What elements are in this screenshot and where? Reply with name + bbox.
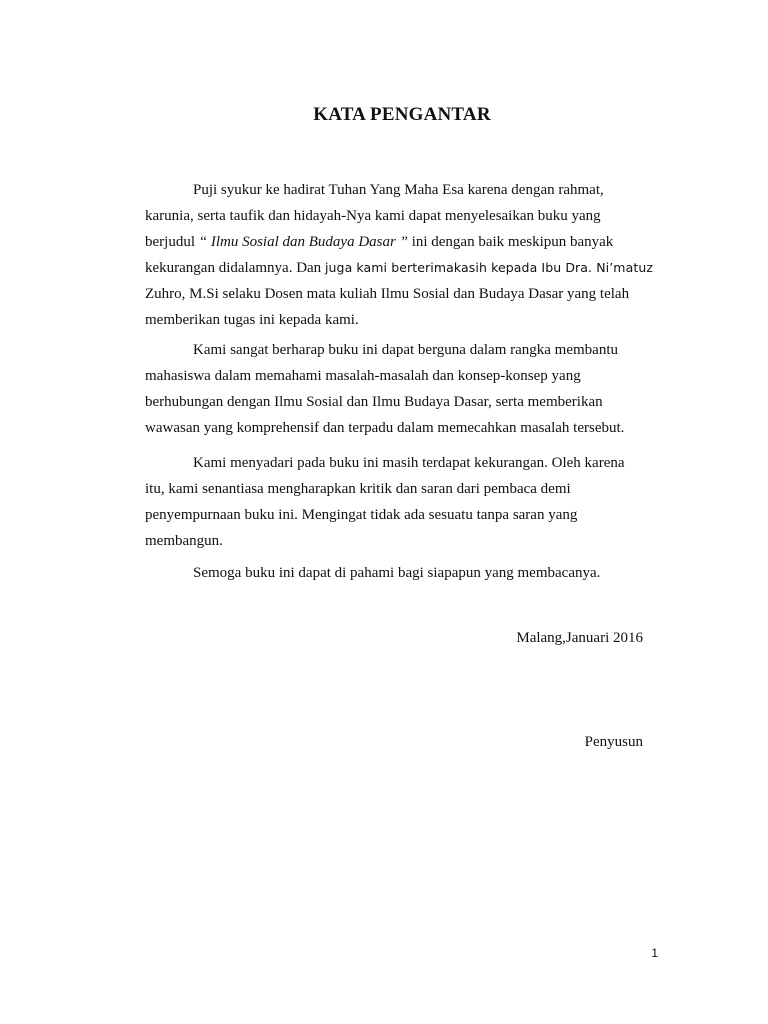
line-segment: berjudul — [145, 234, 199, 250]
paragraph-4 — [145, 560, 645, 586]
paragraph-line: mahasiswa dalam memahami masalah-masalah dan konsep-konsep yang — [145, 368, 581, 384]
sans-serif-run: juga kami berterimakasih kepada Ibu Dra. Ni’matuz — [324, 260, 654, 275]
paragraph-line: berhubungan dengan Ilmu Sosial dan Ilmu Budaya Dasar, serta memberikan — [145, 394, 603, 410]
paragraph-line: itu, kami senantiasa mengharapkan kritik dan saran dari pembaca demi — [145, 481, 571, 497]
book-title-italic: “ Ilmu Sosial dan Budaya Dasar ” — [198, 234, 408, 250]
line-segment: kekurangan didalamnya. Dan — [145, 260, 325, 276]
paragraph-line: Zuhro, M.Si selaku Dosen mata kuliah Ilmu Sosial dan Budaya Dasar yang telah — [145, 286, 630, 302]
paragraph-3 — [145, 450, 645, 554]
paragraph-line: Kami menyadari pada buku ini masih terdapat kekurangan. Oleh karena — [193, 455, 625, 471]
paragraph-line-with-book-title — [145, 229, 645, 255]
paragraph-line-mixed-font — [145, 255, 654, 281]
paragraph-line: Semoga buku ini dapat di pahami bagi siapapun yang membacanya. — [193, 565, 601, 581]
paragraph-line: karunia, serta taufik dan hidayah-Nya kami dapat menyelesaikan buku yang — [145, 208, 601, 224]
page-title: KATA PENGANTAR — [313, 104, 491, 125]
place-date: Malang,Januari 2016 — [516, 630, 643, 646]
paragraph-line: membangun. — [145, 533, 223, 549]
paragraph-line: Kami sangat berharap buku ini dapat berguna dalam rangka membantu — [193, 342, 618, 358]
paragraph-line: penyempurnaan buku ini. Mengingat tidak ada sesuatu tanpa saran yang — [145, 507, 578, 523]
line-segment: ini dengan baik meskipun banyak — [407, 234, 614, 250]
signer-name: Penyusun — [584, 734, 643, 750]
paragraph-line: Puji syukur ke hadirat Tuhan Yang Maha Esa karena dengan rahmat, — [193, 182, 604, 198]
paragraph-2 — [145, 337, 645, 441]
paragraph-1 — [145, 177, 654, 333]
page-number: 1 — [651, 946, 658, 960]
paragraph-line: wawasan yang komprehensif dan terpadu dalam memecahkan masalah tersebut. — [145, 420, 625, 436]
paragraph-line: memberikan tugas ini kepada kami. — [145, 312, 359, 328]
